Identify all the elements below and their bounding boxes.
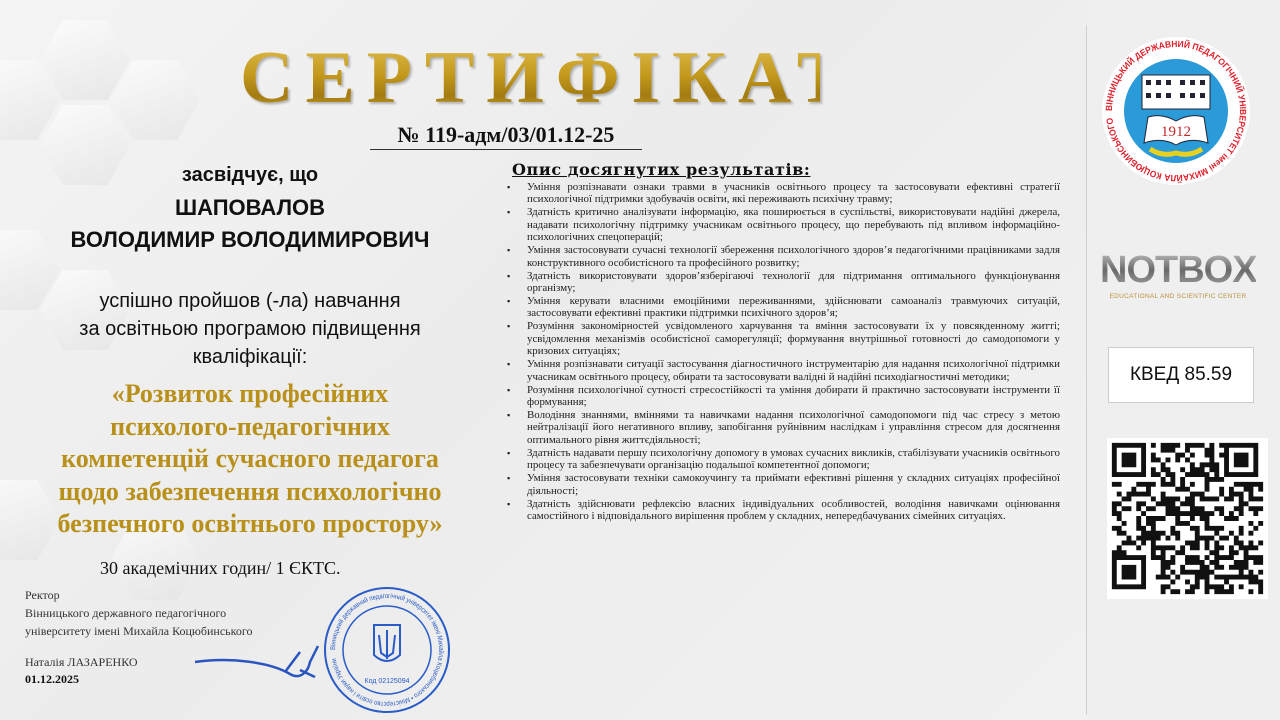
qr-code[interactable]: [1107, 438, 1268, 599]
result-item: ▪ Уміння застосовувати техніки самокоучингу та приймати ефективні рішення у складних ситуаціях професійної діяльності;: [505, 472, 1060, 497]
result-item: ▪ Уміння керувати власними емоційними переживаннями, здійснювати самоаналіз травмуючих ситуацій, застосовувати ефективні практики підтримки психічного здоров’я;: [505, 295, 1060, 320]
recipient-surname: ШАПОВАЛОВ: [174, 195, 325, 220]
notbox-logo-name: NOTBOX: [1100, 249, 1257, 291]
logo-ring-text: ВІННИЦЬКИЙ ДЕРЖАВНИЙ ПЕДАГОГІЧНИЙ УНІВЕРСИТЕТ імені МИХАЙЛА КОЦЮБИНСЬКОГО: [1103, 38, 1249, 184]
signature-icon: [190, 640, 320, 690]
stamp-ring-text: Вінницький державний педагогічний університет імені Михайла Коцюбинського • Міністерство освіти і науки України: [329, 592, 445, 708]
recipient-name: [0, 192, 500, 256]
completion-line: кваліфікації:: [192, 346, 308, 368]
result-item: ▪ Здатність використовувати здоров’язберігаючі технології для підтримання оптимального функціонування організму;: [505, 270, 1060, 295]
program-title-line: «Розвиток професійних: [111, 379, 389, 408]
result-item: ▪ Уміння розпізнавати ознаки травми в учасників освітнього процесу та застосовувати ефективні стратегії психологічної підтримки здобувачів освіти, які переживають психічну травму;: [505, 181, 1060, 206]
notbox-logo-tagline: EDUCATIONAL AND SCIENTIFIC CENTER: [1109, 293, 1247, 300]
program-title-line: психолого-педагогічних: [110, 411, 390, 441]
program-title-line: щодо забезпечення психологічно: [58, 476, 442, 506]
university-logo: [1100, 35, 1252, 187]
official-stamp-icon: [322, 585, 452, 715]
issue-date: 01.12.2025: [25, 672, 79, 686]
program-title-line: компетенцій сучасного педагога: [61, 444, 439, 473]
result-item: ▪ Здатність критично аналізувати інформацію, яка поширюється в суспільстві, використовувати надійні джерела, надавати психологічну підтримку учасникам освітнього процесу, що перебувають під впливом інформаційно-психологічних спецоперацій;: [505, 206, 1060, 243]
recipient-given-names: ВОЛОДИМИР ВОЛОДИМИРОВИЧ: [70, 227, 430, 252]
results-heading: Опис досягнутих результатів:: [512, 160, 811, 179]
background-hexagon: [40, 20, 130, 100]
signatory-block: [25, 586, 252, 640]
result-item: ▪ Здатність здійснювати рефлексію власних індивідуальних особливостей, володіння навичками оцінювання самостійного і відповідального вирішення проблем у складних, непередбачуваних сімейних ситуаціях.: [505, 498, 1060, 523]
result-item: ▪ Володіння знаннями, вміннями та навичками надання психологічної самодопомоги під час стресу з метою нейтралізації його негативного впливу, запобігання руйнівним наслідкам і управління стресом для досягнення оптимального рівня життєдіяльності;: [505, 409, 1060, 446]
result-item: ▪ Здатність надавати першу психологічну допомогу в умовах сучасних викликів, стабілізувати учасників освітнього процесу та забезпечувати організацію подальшої компетентної допомоги;: [505, 447, 1060, 472]
program-title-line: безпечного освітнього простору»: [57, 509, 443, 538]
qr-modules: [1112, 443, 1263, 594]
signatory-name: Наталія ЛАЗАРЕНКО: [25, 655, 138, 669]
academic-hours: 30 академічних годин/ 1 ЄКТС.: [100, 558, 341, 578]
logo-year: 1912: [1161, 124, 1191, 140]
completion-line: успішно пройшов (-ла) навчання: [99, 290, 401, 312]
signatory-org: Вінницького державного педагогічного: [25, 606, 227, 620]
completion-line: за освітньою програмою підвищення: [79, 318, 421, 340]
certifies-text: засвідчує, що: [181, 164, 319, 186]
signatory-org: університету імені Михайла Коцюбинського: [25, 624, 253, 638]
completion-text: [0, 287, 500, 371]
stamp-code: Код 02125094: [364, 678, 410, 685]
signatory-role: Ректор: [25, 588, 60, 602]
results-section: [505, 160, 1060, 523]
result-item: ▪ Розуміння закономірностей усвідомленого харчування та вміння застосовувати їх у повсякденному житті; усвідомлення механізмів особистісної саморегуляції; формування внутрішньої готовності до самодопомоги у кризових ситуаціях;: [505, 320, 1060, 357]
result-item: ▪ Розуміння психологічної сутності стресостійкості та уміння добирати й практично застосовувати інструменти її формування;: [505, 384, 1060, 409]
result-item: ▪ Уміння застосовувати сучасні технології збереження психологічного здоров’я педагогічними працівниками задля конструктивного особистісного та професійного розвитку;: [505, 244, 1060, 269]
result-item: ▪ Уміння розпізнавати ситуації застосування діагностичного інструментарію для надання психологічної підтримки учасникам освітнього процесу, обирати та застосовувати валідні й надійні психодіагностичні методики;: [505, 358, 1060, 383]
kved-code-box: КВЕД 85.59: [1108, 347, 1254, 403]
certificate-title: СЕРТИФІКАТ: [240, 37, 859, 119]
notbox-logo: [1100, 248, 1256, 301]
results-list: [505, 181, 1060, 523]
program-title: [0, 378, 500, 541]
certificate-number: № 119-адм/03/01.12-25: [370, 122, 642, 150]
divider: [1086, 25, 1087, 715]
background-hexagon: [110, 60, 200, 140]
